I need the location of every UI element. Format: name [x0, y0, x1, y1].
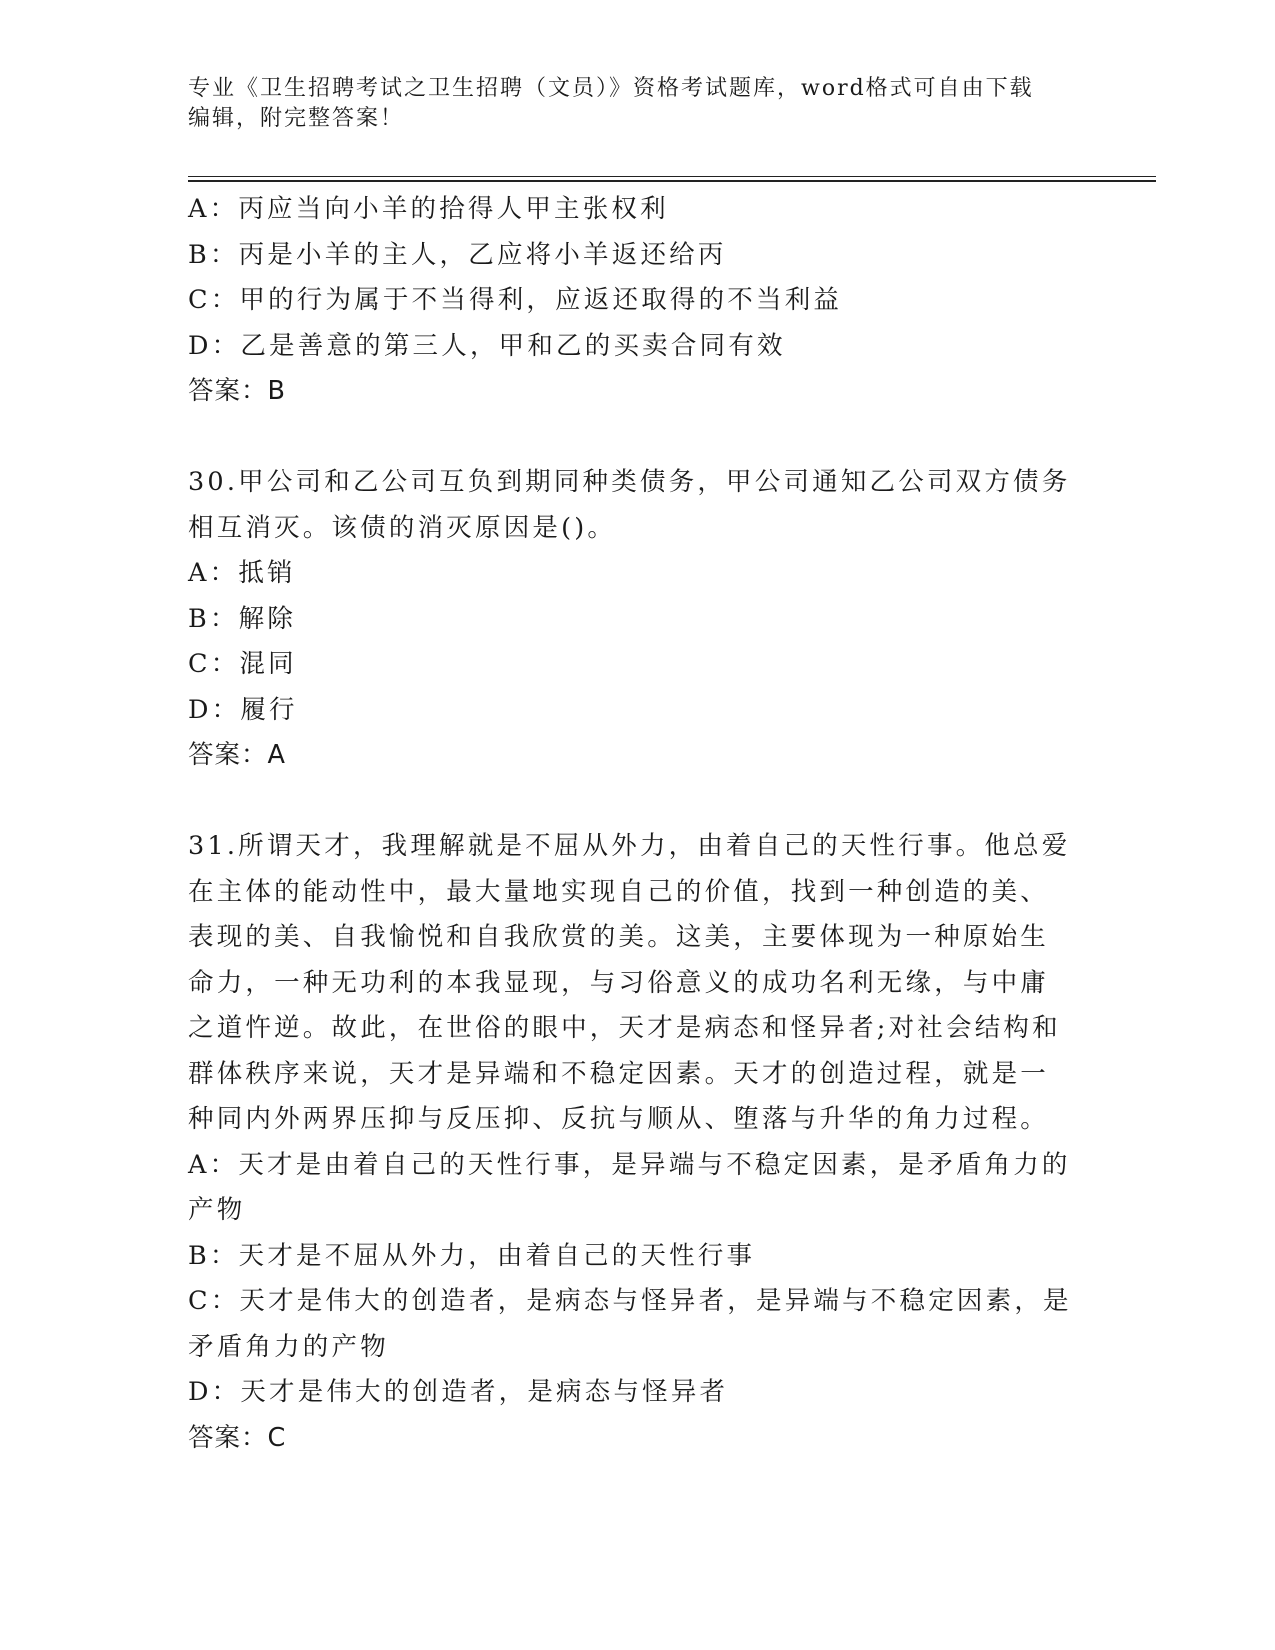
option-d: D：履行 — [188, 694, 298, 725]
question-stem-line: 表现的美、自我愉悦和自我欣赏的美。这美，主要体现为一种原始生 — [188, 922, 1050, 952]
option-b: B：解除 — [188, 603, 297, 634]
question-29-block — [188, 187, 1088, 415]
question-stem-line: 群体秩序来说，天才是异端和不稳定因素。天才的创造过程，就是一 — [188, 1058, 1050, 1089]
header-divider-thick — [188, 180, 1156, 182]
question-stem-line: 相互消灭。该债的消灭原因是()。 — [188, 512, 617, 543]
spacer — [188, 415, 1088, 461]
answer-line: 答案：B — [188, 376, 286, 406]
option-c: C：天才是伟大的创造者，是病态与怪异者，是异端与不稳定因素，是 — [188, 1286, 1072, 1316]
option-c-continued: 矛盾角力的产物 — [188, 1331, 389, 1362]
question-30-block — [188, 460, 1088, 779]
option-d: D：乙是善意的第三人，甲和乙的买卖合同有效 — [188, 330, 786, 361]
answer-line: 答案：C — [188, 1422, 287, 1453]
option-d: D：天才是伟大的创造者，是病态与怪异者 — [188, 1377, 729, 1407]
spacer — [188, 779, 1088, 825]
option-a-continued: 产物 — [188, 1195, 246, 1225]
question-31-block — [188, 824, 1088, 1461]
answer-line: 答案：A — [188, 740, 286, 770]
option-a: A：丙应当向小羊的拾得人甲主张权利 — [188, 194, 669, 224]
question-stem-line: 30.甲公司和乙公司互负到期同种类债务，甲公司通知乙公司双方债务 — [188, 467, 1071, 497]
question-stem-line: 在主体的能动性中，最大量地实现自己的价值，找到一种创造的美、 — [188, 876, 1050, 907]
question-content — [188, 187, 1088, 1461]
question-stem-line: 31.所谓天才，我理解就是不屈从外力，由着自己的天性行事。他总爱 — [188, 831, 1071, 861]
option-a: A：抵销 — [188, 558, 296, 588]
question-stem-line: 命力，一种无功利的本我显现，与习俗意义的成功名利无缘，与中庸 — [188, 967, 1050, 998]
option-b: B：丙是小羊的主人，乙应将小羊返还给丙 — [188, 239, 727, 270]
question-stem-line: 种同内外两界压抑与反压抑、反抗与顺从、堕落与升华的角力过程。 — [188, 1104, 1050, 1134]
document-header — [188, 74, 1068, 134]
header-divider-thin — [188, 176, 1156, 177]
option-c: C：混同 — [188, 649, 297, 679]
header-line-1: 专业《卫生招聘考试之卫生招聘（文员）》资格考试题库，word格式可自由下载 — [188, 76, 1034, 101]
header-line-2: 编辑，附完整答案！ — [188, 106, 405, 131]
option-b: B：天才是不屈从外力，由着自己的天性行事 — [188, 1240, 756, 1271]
question-stem-line: 之道忤逆。故此，在世俗的眼中，天才是病态和怪异者;对社会结构和 — [188, 1013, 1061, 1043]
option-a: A：天才是由着自己的天性行事，是异端与不稳定因素，是矛盾角力的 — [188, 1149, 1071, 1180]
option-c: C：甲的行为属于不当得利，应返还取得的不当利益 — [188, 285, 843, 315]
